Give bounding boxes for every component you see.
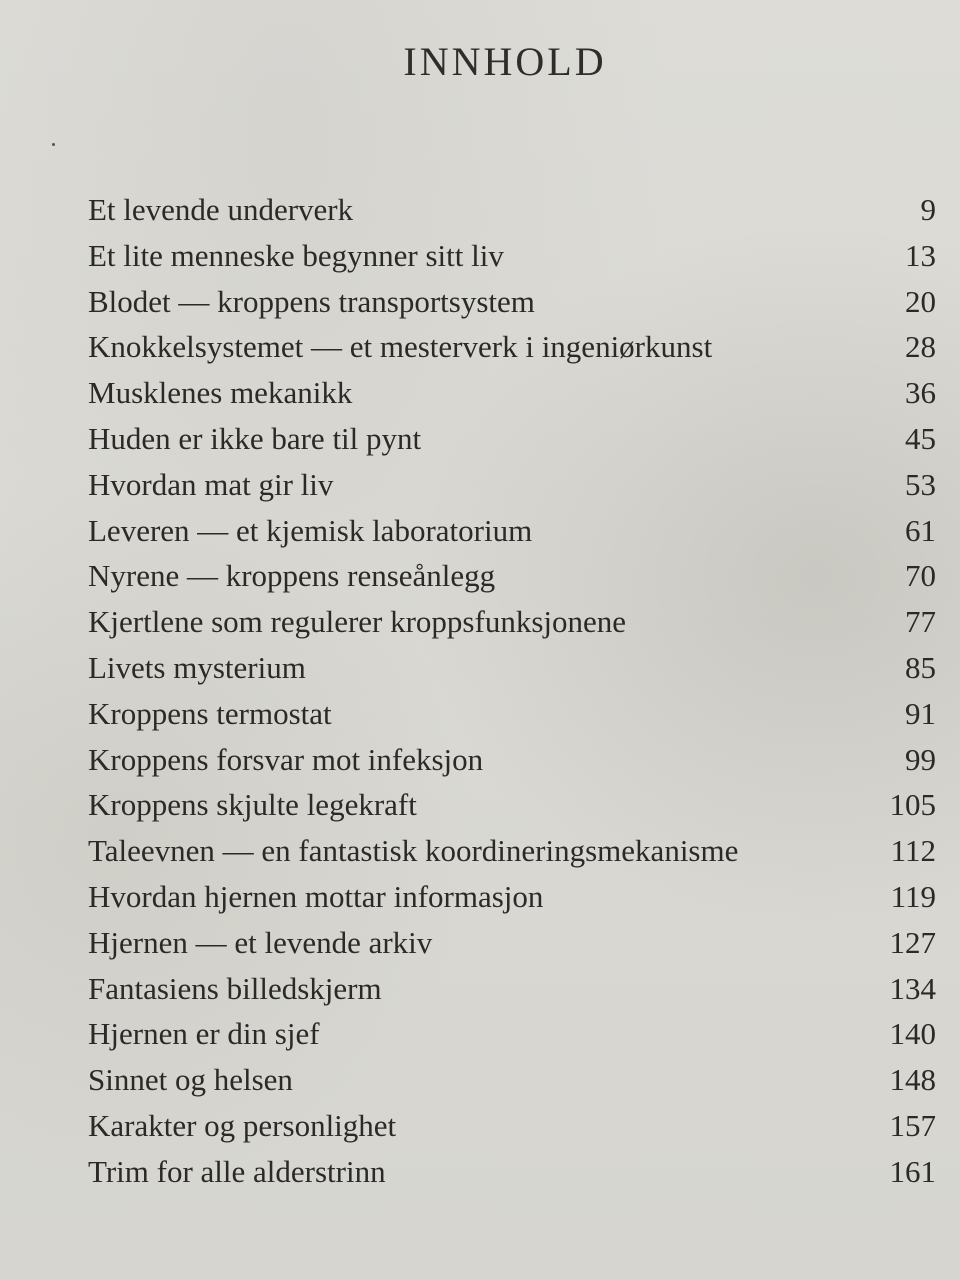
toc-entry-page: 53 xyxy=(905,466,936,502)
toc-entry-label: Hjernen er din sjef xyxy=(88,1016,320,1052)
toc-entry-page: 157 xyxy=(889,1107,936,1143)
toc-entry xyxy=(88,787,936,833)
toc-entry xyxy=(88,421,936,467)
toc-entry xyxy=(88,558,936,604)
toc-entry-label: Kroppens termostat xyxy=(88,695,332,731)
toc-entry-page: 70 xyxy=(905,558,936,594)
toc-entry-page: 13 xyxy=(905,237,936,273)
toc-entry-page: 140 xyxy=(889,1016,936,1052)
toc-entry xyxy=(88,1108,936,1154)
toc-entry-label: Huden er ikke bare til pynt xyxy=(88,420,422,456)
toc-entry-label: Musklenes mekanikk xyxy=(88,375,353,411)
toc-entry xyxy=(88,238,936,284)
toc-entry-label: Leveren — et kjemisk laboratorium xyxy=(88,512,533,548)
toc-entry-page: 9 xyxy=(920,192,936,227)
toc-entry xyxy=(88,604,936,650)
toc-entry-page: 134 xyxy=(889,970,936,1006)
toc-entry xyxy=(88,375,936,421)
toc-entry-label: Kroppens skjulte legekraft xyxy=(88,787,417,823)
toc-entry-label: Et lite menneske begynner sitt liv xyxy=(88,237,504,273)
toc-entry-page: 45 xyxy=(905,420,936,456)
toc-entry-label: Livets mysterium xyxy=(88,649,306,685)
toc-entry-page: 105 xyxy=(889,787,936,823)
toc-entry xyxy=(88,467,936,513)
toc-entry-page: 119 xyxy=(890,878,936,914)
toc-entry xyxy=(88,284,936,330)
toc-entry-page: 85 xyxy=(905,649,936,685)
toc-entry xyxy=(88,650,936,696)
toc-entry-page: 99 xyxy=(905,741,936,777)
toc-entry-label: Fantasiens billedskjerm xyxy=(88,970,382,1006)
toc-entry xyxy=(88,971,936,1017)
toc-entry-label: Taleevnen — en fantastisk koordineringsmekanisme xyxy=(88,833,739,869)
toc-entry-page: 127 xyxy=(889,924,936,960)
toc-entry-page: 91 xyxy=(905,695,936,731)
toc-entry xyxy=(88,696,936,742)
toc-entry-page: 28 xyxy=(905,329,936,365)
toc-entry-page: 112 xyxy=(890,833,936,869)
toc-entry-label: Knokkelsystemet — et mesterverk i ingeniørkunst xyxy=(88,329,713,365)
toc-entry xyxy=(88,329,936,375)
toc-entry-page: 161 xyxy=(889,1153,936,1189)
page-speck xyxy=(52,143,55,146)
toc-entry xyxy=(88,925,936,971)
toc-entry-label: Hjernen — et levende arkiv xyxy=(88,924,433,960)
toc-entry-page: 20 xyxy=(905,283,936,319)
toc-entry xyxy=(88,1016,936,1062)
toc-entry-page: 36 xyxy=(905,375,936,411)
toc-entry-label: Hvordan hjernen mottar informasjon xyxy=(88,878,544,914)
toc-entry xyxy=(88,742,936,788)
toc-entry-label: Karakter og personlighet xyxy=(88,1107,397,1143)
toc-entry-page: 148 xyxy=(889,1062,936,1098)
toc-entry-label: Kjertlene som regulerer kroppsfunksjonene xyxy=(88,604,627,640)
toc-entry xyxy=(88,879,936,925)
toc-entry-label: Sinnet og helsen xyxy=(88,1062,293,1098)
toc-entry-label: Nyrene — kroppens renseånlegg xyxy=(88,558,496,594)
table-of-contents xyxy=(88,192,936,1200)
toc-entry xyxy=(88,513,936,559)
toc-entry xyxy=(88,1062,936,1108)
toc-entry xyxy=(88,192,936,238)
toc-entry xyxy=(88,833,936,879)
toc-entry-label: Kroppens forsvar mot infeksjon xyxy=(88,741,484,777)
toc-entry-label: Hvordan mat gir liv xyxy=(88,466,334,502)
toc-entry-label: Et levende underverk xyxy=(88,192,354,227)
toc-entry-page: 77 xyxy=(905,604,936,640)
toc-entry xyxy=(88,1154,936,1200)
page-title: INNHOLD xyxy=(403,39,607,84)
toc-entry-label: Blodet — kroppens transportsystem xyxy=(88,283,535,319)
toc-entry-page: 61 xyxy=(905,512,936,548)
toc-entry-label: Trim for alle alderstrinn xyxy=(88,1153,386,1189)
